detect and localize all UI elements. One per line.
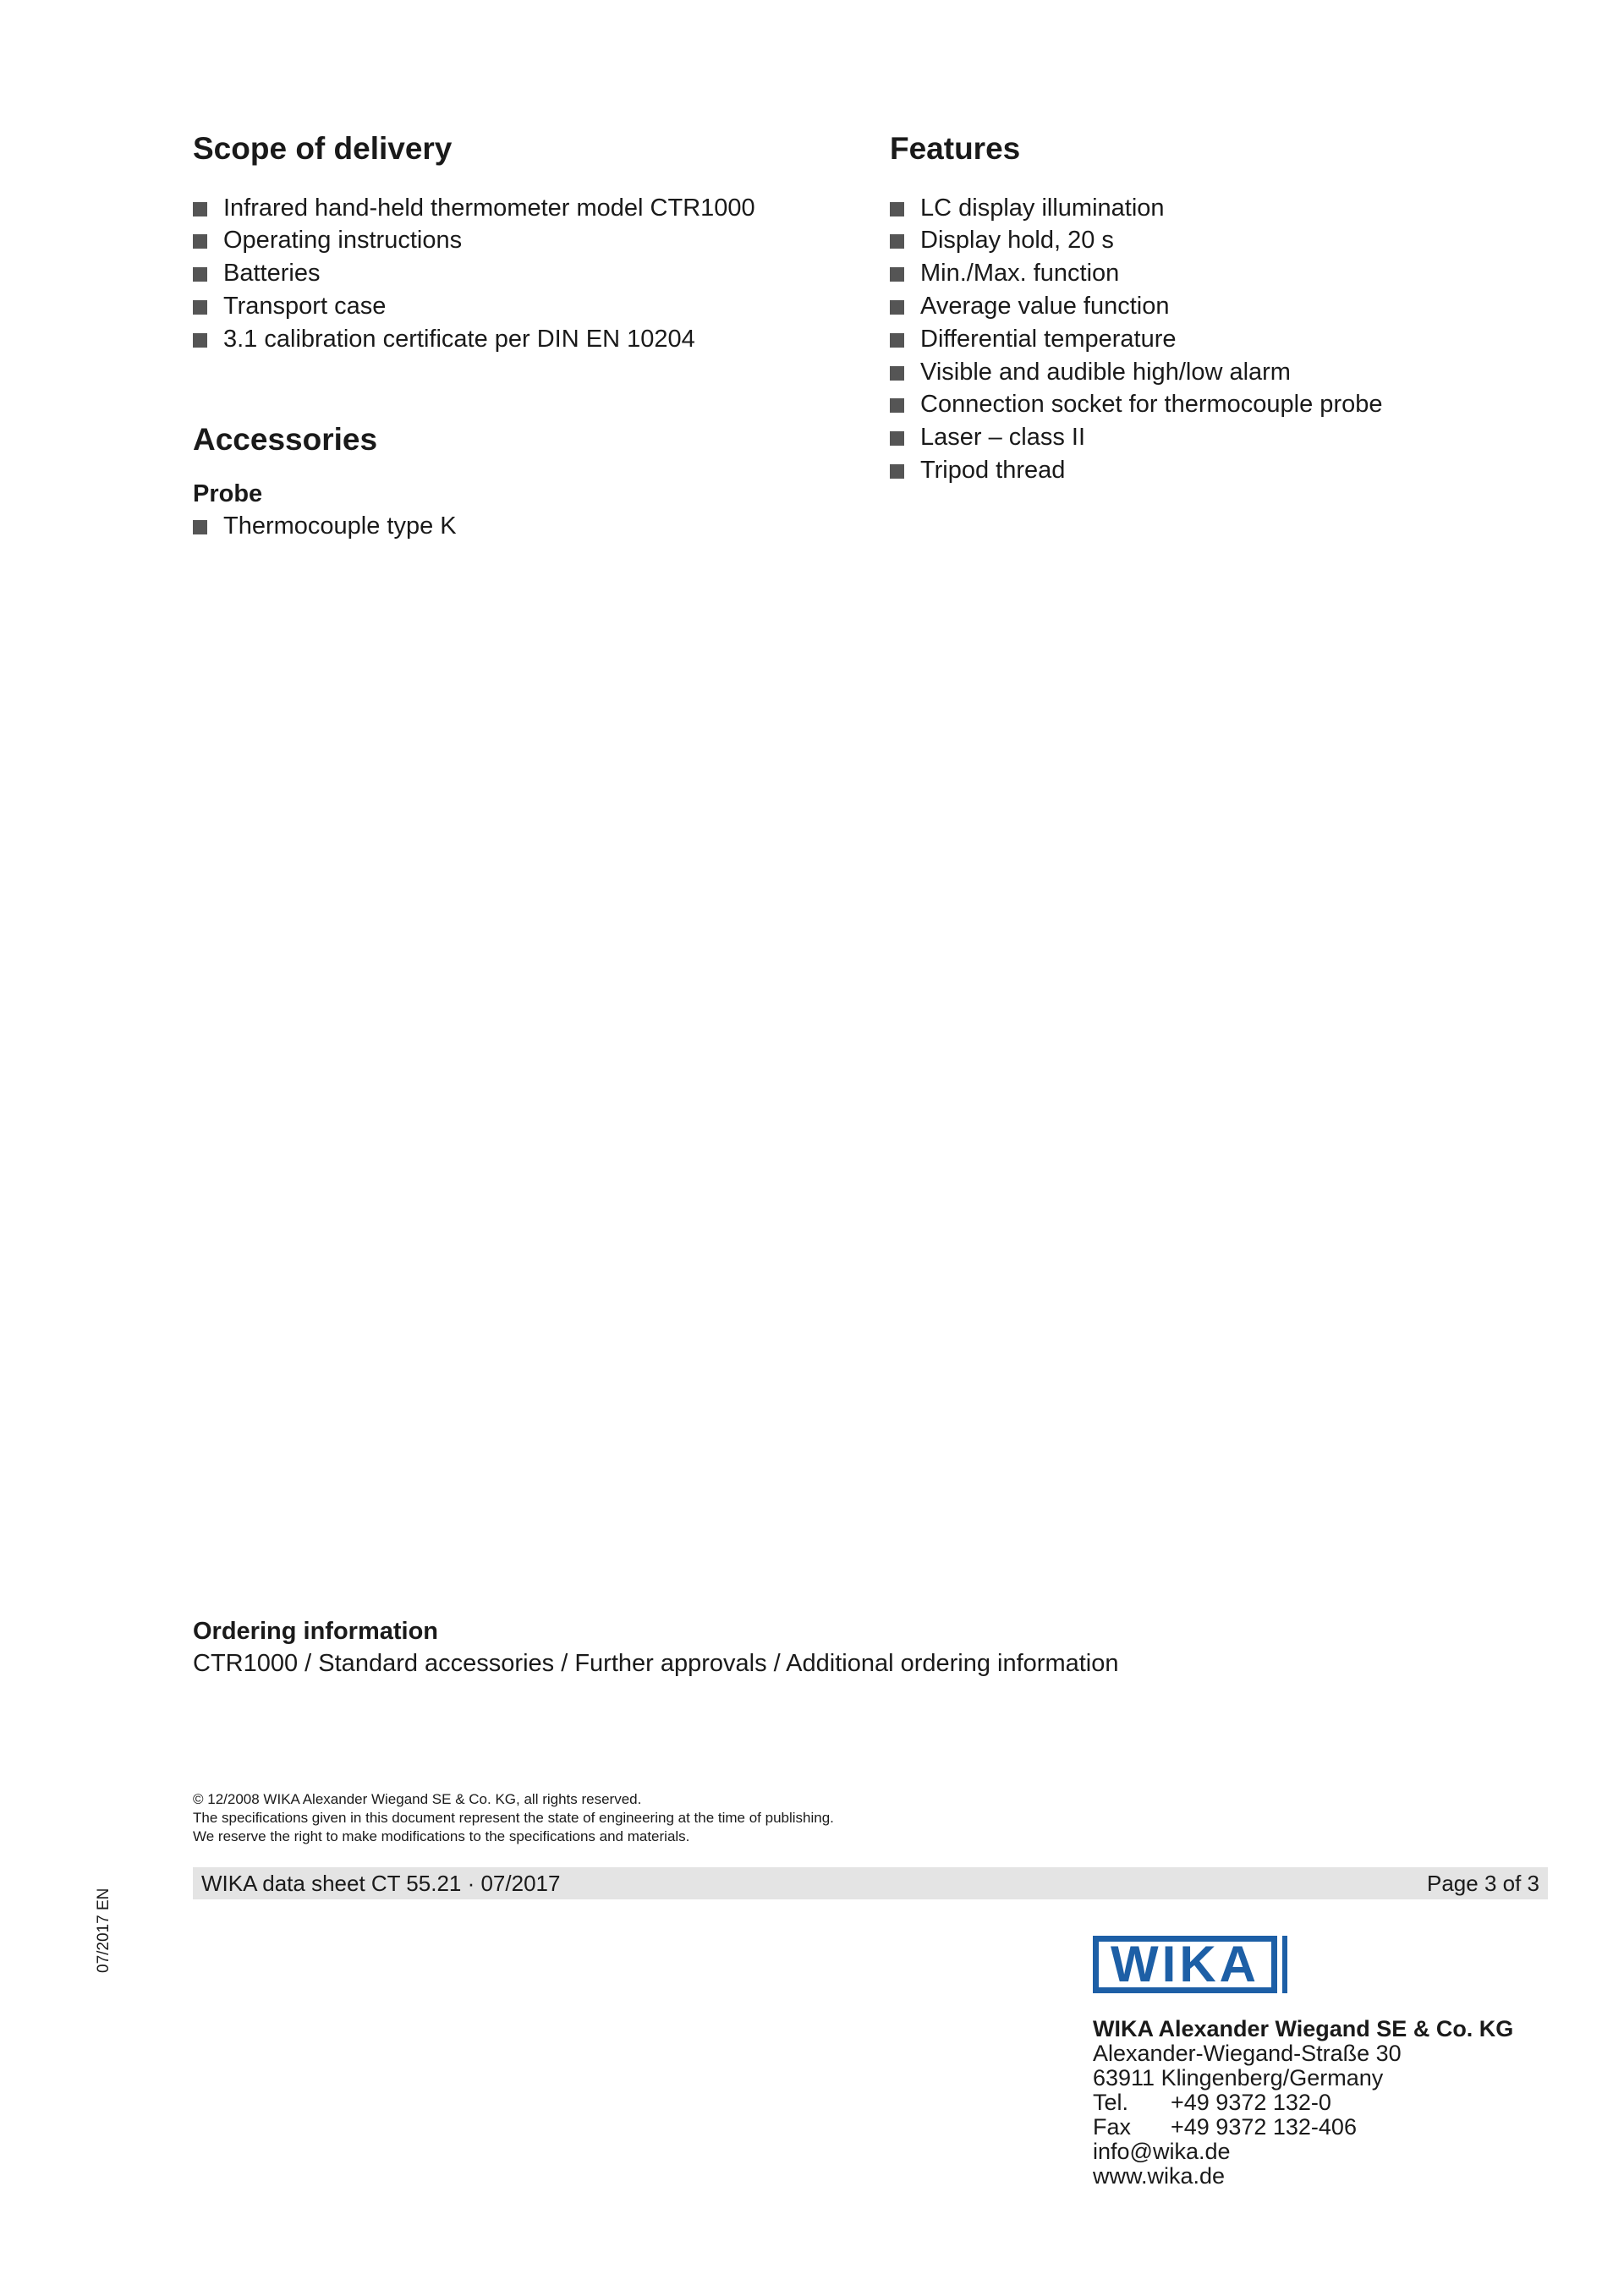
list-item: 3.1 calibration certificate per DIN EN 10204	[193, 323, 755, 356]
tel-number: +49 9372 132-0	[1171, 2090, 1331, 2115]
scope-of-delivery-heading: Scope of delivery	[193, 131, 453, 166]
list-item: LC display illumination	[890, 192, 1382, 225]
fax-row	[1093, 2115, 1513, 2140]
accessories-list	[193, 510, 457, 543]
ordering-information-section	[193, 1615, 1119, 1680]
list-item: Connection socket for thermocouple probe	[890, 388, 1382, 421]
square-bullet-icon	[193, 300, 207, 315]
company-address	[1093, 2017, 1513, 2189]
square-bullet-icon	[193, 520, 207, 534]
square-bullet-icon	[890, 234, 904, 249]
specifications-line: The specifications given in this document represent the state of engineering at the time of publishing.	[193, 1810, 834, 1826]
fax-label: Fax	[1093, 2114, 1132, 2140]
square-bullet-icon	[193, 333, 207, 348]
list-item: Thermocouple type K	[193, 510, 457, 543]
list-item: Differential temperature	[890, 323, 1382, 356]
square-bullet-icon	[890, 202, 904, 216]
list-item: Infrared hand-held thermometer model CTR1000	[193, 192, 755, 225]
list-item: Visible and audible high/low alarm	[890, 356, 1382, 389]
scope-of-delivery-section	[193, 132, 755, 356]
street: Alexander-Wiegand-Straße 30	[1093, 2041, 1402, 2066]
logo-wordmark: WIKA	[1111, 1936, 1259, 1992]
list-item: Min./Max. function	[890, 257, 1382, 290]
square-bullet-icon	[890, 464, 904, 479]
footer-bar	[193, 1867, 1548, 1899]
square-bullet-icon	[890, 333, 904, 348]
legal-notice	[193, 1790, 834, 1846]
square-bullet-icon	[890, 366, 904, 381]
scope-of-delivery-list	[193, 192, 755, 356]
list-item: Tripod thread	[890, 454, 1382, 487]
features-heading: Features	[890, 131, 1021, 166]
list-item: Average value function	[890, 290, 1382, 323]
fax-number: +49 9372 132-406	[1171, 2114, 1357, 2140]
accessories-heading: Accessories	[193, 422, 378, 457]
square-bullet-icon	[890, 300, 904, 315]
page-number: Page 3 of 3	[1427, 1870, 1539, 1896]
square-bullet-icon	[890, 431, 904, 446]
logo-accent-bar	[1282, 1936, 1287, 1993]
features-section	[890, 132, 1382, 487]
wika-logo	[1093, 1936, 1287, 1993]
square-bullet-icon	[890, 398, 904, 413]
square-bullet-icon	[193, 267, 207, 282]
square-bullet-icon	[193, 234, 207, 249]
website: www.wika.de	[1093, 2163, 1226, 2189]
datasheet-reference: WIKA data sheet CT 55.21 · 07/2017	[201, 1870, 561, 1896]
ordering-information-heading: Ordering information	[193, 1618, 438, 1645]
copyright-line: © 12/2008 WIKA Alexander Wiegand SE & Co. KG, all rights reserved.	[193, 1791, 642, 1807]
accessories-section	[193, 423, 457, 542]
email: info@wika.de	[1093, 2139, 1231, 2164]
side-date-note: 07/2017 EN	[95, 1888, 112, 1973]
list-item: Laser – class II	[890, 421, 1382, 454]
tel-label: Tel.	[1093, 2090, 1129, 2115]
probe-subheading: Probe	[193, 479, 263, 507]
list-item: Batteries	[193, 257, 755, 290]
company-name: WIKA Alexander Wiegand SE & Co. KG	[1093, 2016, 1514, 2041]
city: 63911 Klingenberg/Germany	[1093, 2065, 1384, 2091]
ordering-information-text: CTR1000 / Standard accessories / Further approvals / Additional ordering information	[193, 1650, 1119, 1677]
telephone-row	[1093, 2091, 1513, 2115]
features-list	[890, 192, 1382, 487]
logo-frame	[1093, 1936, 1277, 1993]
modifications-line: We reserve the right to make modifications to the specifications and materials.	[193, 1828, 690, 1844]
list-item: Transport case	[193, 290, 755, 323]
square-bullet-icon	[193, 202, 207, 216]
square-bullet-icon	[890, 267, 904, 282]
list-item: Operating instructions	[193, 224, 755, 257]
list-item: Display hold, 20 s	[890, 224, 1382, 257]
